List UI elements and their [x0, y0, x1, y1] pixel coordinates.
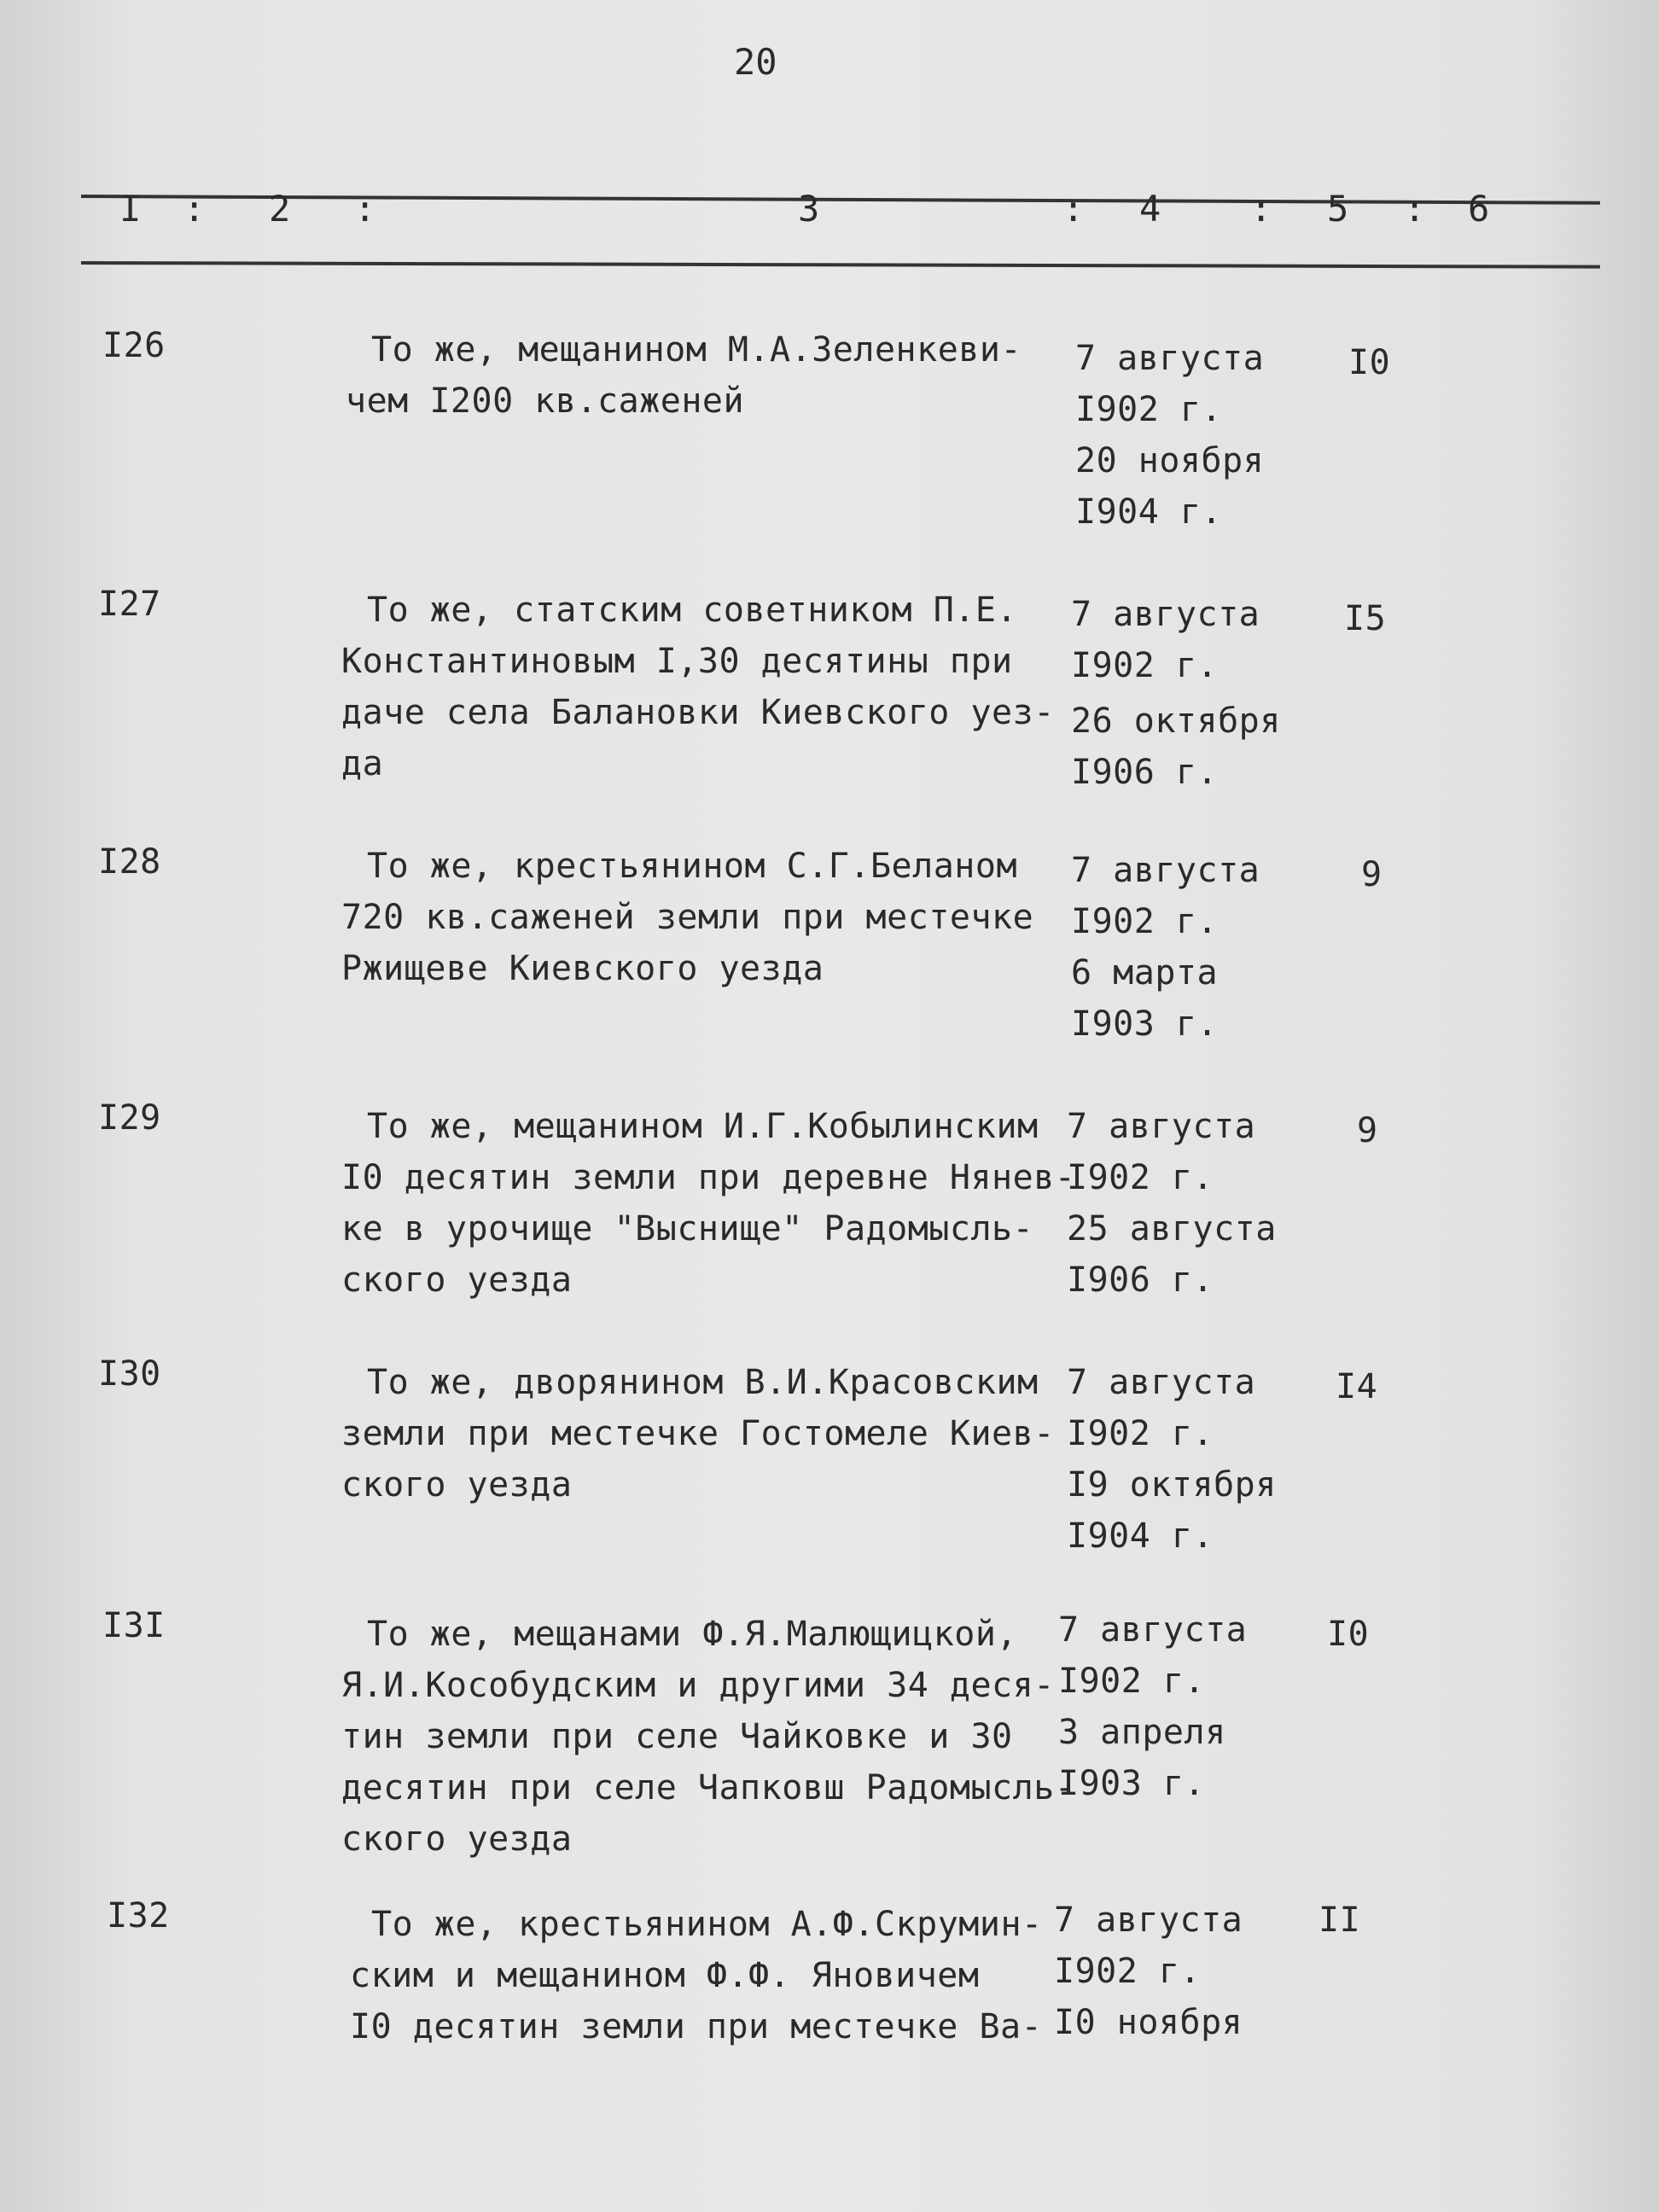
- header-bottom-rule: [81, 261, 1600, 269]
- entry-date-line: 26 октября: [1071, 701, 1281, 741]
- entry-desc-line: ке в урочище "Выснище" Радомысль-: [341, 1209, 1034, 1249]
- entry-date-line: 7 августа: [1071, 595, 1260, 634]
- entry-date-line: 7 августа: [1058, 1610, 1248, 1650]
- entry-desc-line: 720 кв.саженей земли при местечке: [341, 898, 1034, 937]
- entry-col5: I5: [1344, 599, 1387, 638]
- entry-date-line: I903 г.: [1058, 1764, 1206, 1803]
- entry-date-line: 7 августа: [1075, 339, 1265, 378]
- entry-desc-line: тин земли при селе Чайковке и 30: [341, 1717, 1013, 1756]
- entry-desc-line: Константиновым I,30 десятины при: [341, 642, 1013, 681]
- entry-date-line: I902 г.: [1058, 1662, 1206, 1701]
- entry-date-line: I902 г.: [1071, 646, 1219, 685]
- header-col-4: 4: [1139, 188, 1161, 230]
- entry-desc-line: То же, мещанином И.Г.Кобылинским: [367, 1107, 1039, 1146]
- entry-date-line: I906 г.: [1067, 1260, 1214, 1300]
- entry-desc-line: I0 десятин земли при деревне Нянев-: [341, 1158, 1076, 1197]
- entry-desc-line: Я.И.Кособудским и другими 34 деся-: [341, 1666, 1055, 1705]
- header-col-3: 3: [798, 188, 820, 230]
- header-col-5: 5: [1327, 188, 1349, 230]
- entry-desc-line: ского уезда: [341, 1260, 573, 1300]
- entry-desc-line: ским и мещанином Ф.Ф. Яновичем: [350, 1956, 980, 1995]
- entry-number: I28: [98, 842, 161, 882]
- entry-desc-line: ского уезда: [341, 1465, 573, 1505]
- entry-number: I30: [98, 1354, 161, 1394]
- entry-number: I3I: [102, 1606, 166, 1645]
- entry-date-line: I9 октября: [1067, 1465, 1277, 1505]
- entry-date-line: I906 г.: [1071, 753, 1219, 792]
- entry-col5: I0: [1327, 1615, 1370, 1654]
- header-sep: :: [354, 188, 376, 230]
- entry-desc-line: То же, крестьянином С.Г.Беланом: [367, 847, 1018, 886]
- header-sep: :: [1404, 188, 1426, 230]
- header-sep: :: [1062, 188, 1085, 230]
- entry-date-line: 7 августа: [1067, 1107, 1256, 1146]
- entry-date-line: I902 г.: [1067, 1414, 1214, 1453]
- entry-date-line: I904 г.: [1067, 1516, 1214, 1556]
- entry-col5: 9: [1357, 1111, 1378, 1150]
- entry-number: I32: [107, 1896, 170, 1936]
- entry-col5: I0: [1348, 343, 1391, 382]
- header-sep: :: [1250, 188, 1272, 230]
- header-col-1: I: [119, 188, 142, 230]
- entry-number: I27: [98, 585, 161, 624]
- entry-date-line: I902 г.: [1071, 902, 1219, 941]
- entry-desc-line: да: [341, 744, 384, 783]
- entry-date-line: 7 августа: [1054, 1901, 1243, 1940]
- entry-date-line: 7 августа: [1067, 1363, 1256, 1402]
- entry-col5: 9: [1361, 855, 1382, 894]
- page-number: 20: [734, 41, 777, 83]
- entry-desc-line: I0 десятин земли при местечке Ва-: [350, 2007, 1043, 2046]
- entry-desc-line: То же, дворянином В.И.Красовским: [367, 1363, 1039, 1402]
- entry-date-line: 20 ноября: [1075, 441, 1265, 480]
- header-col-6: 6: [1468, 188, 1490, 230]
- entry-desc-line: Ржищеве Киевского уезда: [341, 949, 824, 988]
- entry-desc-line: То же, мещанином М.А.Зеленкеви-: [371, 330, 1022, 370]
- entry-date-line: 25 августа: [1067, 1209, 1277, 1249]
- entry-desc-line: То же, статским советником П.Е.: [367, 591, 1018, 630]
- entry-date-line: 7 августа: [1071, 851, 1260, 890]
- header-col-2: 2: [269, 188, 291, 230]
- entry-number: I26: [102, 326, 166, 365]
- entry-date-line: I902 г.: [1054, 1952, 1202, 1991]
- entry-desc-line: ского уезда: [341, 1819, 573, 1859]
- entry-date-line: 6 марта: [1071, 953, 1219, 992]
- entry-desc-line: даче села Балановки Киевского уез-: [341, 693, 1055, 732]
- entry-col5: I4: [1336, 1367, 1378, 1406]
- entry-desc-line: чем I200 кв.саженей: [346, 381, 745, 421]
- entry-date-line: I902 г.: [1067, 1158, 1214, 1197]
- entry-date-line: I0 ноября: [1054, 2003, 1243, 2042]
- entry-desc-line: десятин при селе Чапковш Радомысль-: [341, 1768, 1076, 1807]
- header-sep: :: [183, 188, 206, 230]
- entry-desc-line: То же, мещанами Ф.Я.Малющицкой,: [367, 1615, 1018, 1654]
- entry-desc-line: земли при местечке Гостомеле Киев-: [341, 1414, 1055, 1453]
- entry-date-line: 3 апреля: [1058, 1713, 1226, 1752]
- entry-date-line: I902 г.: [1075, 390, 1223, 429]
- header-top-rule: [81, 195, 1600, 205]
- entry-number: I29: [98, 1098, 161, 1138]
- entry-col5: II: [1318, 1901, 1361, 1940]
- entry-date-line: I904 г.: [1075, 492, 1223, 532]
- entry-desc-line: То же, крестьянином А.Ф.Скрумин-: [371, 1905, 1043, 1944]
- entry-date-line: I903 г.: [1071, 1004, 1219, 1044]
